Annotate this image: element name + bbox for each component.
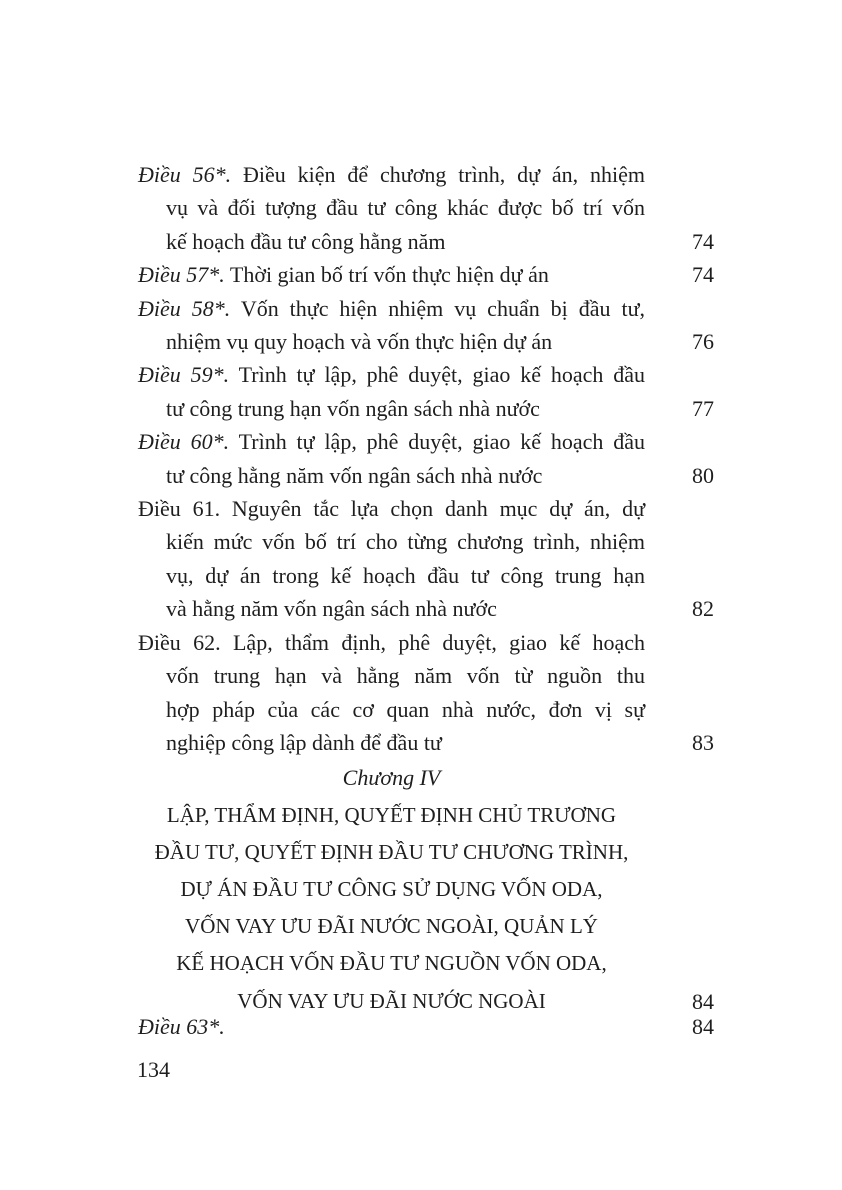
toc-line-text: Thời gian bố trí vốn thực hiện dự án: [229, 262, 549, 288]
article-label: Điều 59*.: [138, 362, 230, 388]
toc-line-text: vụ và đối tượng đầu tư công khác được bố trí vốn: [166, 195, 645, 221]
toc-line-text: tư công hằng năm vốn ngân sách nhà nước: [166, 462, 543, 488]
toc-line: [138, 459, 714, 492]
toc-line: [138, 693, 645, 726]
article-label: Điều 61.: [138, 496, 221, 522]
toc-line: [138, 325, 714, 358]
toc-line-text: DỰ ÁN ĐẦU TƯ CÔNG SỬ DỤNG VỐN ODA,: [180, 876, 603, 901]
toc-line: [138, 358, 645, 391]
toc-line: [138, 258, 714, 291]
toc-line-text: Trình tự lập, phê duyệt, giao kế hoạch đầu: [238, 362, 646, 388]
toc-line: [138, 292, 645, 325]
toc-line: [138, 759, 645, 796]
toc-line: [138, 525, 645, 558]
toc-line-text: KẾ HOẠCH VỐN ĐẦU TƯ NGUỒN VỐN ODA,: [176, 951, 607, 976]
toc-line-text: tư công trung hạn vốn ngân sách nhà nước: [166, 395, 540, 421]
toc-line-text: VỐN VAY ƯU ĐÃI NƯỚC NGOÀI: [237, 988, 546, 1013]
toc-line: [138, 726, 714, 759]
toc-line-text: Vốn thực hiện nhiệm vụ chuẩn bị đầu tư,: [240, 295, 646, 321]
toc-line: [138, 425, 645, 458]
toc-page-number: 76: [692, 329, 714, 355]
article-label: Điều 60*.: [138, 429, 230, 455]
folio-page-number: 134: [137, 1057, 170, 1082]
toc-line: [138, 797, 645, 834]
article-label: Điều 58*.: [138, 295, 231, 321]
toc-line: [138, 626, 645, 659]
toc-line-text: và hằng năm vốn ngân sách nhà nước: [166, 596, 497, 622]
toc-page-number: 80: [692, 462, 714, 488]
toc-line-text: Nguyên tắc lựa chọn danh mục dự án, dự: [231, 496, 645, 522]
toc-page-number: 77: [692, 395, 714, 421]
toc-line: [138, 1010, 714, 1043]
toc-page-number: 74: [692, 262, 714, 288]
toc-list: [138, 158, 714, 1043]
toc-page-number: 82: [692, 596, 714, 622]
toc-line: [138, 158, 645, 191]
toc-line-text: vốn trung hạn và hằng năm vốn từ nguồn thu: [166, 663, 645, 689]
toc-line: [138, 945, 645, 982]
toc-line: [138, 871, 645, 908]
toc-line-text: nghiệp công lập dành để đầu tư: [166, 729, 442, 755]
toc-line: [138, 908, 645, 945]
article-label: Điều 63*.: [138, 1013, 225, 1039]
toc-line: [138, 225, 714, 258]
toc-line: [138, 559, 645, 592]
toc-line-text: kế hoạch đầu tư công hằng năm: [166, 228, 446, 254]
toc-line-text: ĐẦU TƯ, QUYẾT ĐỊNH ĐẦU TƯ CHƯƠNG TRÌNH,: [154, 839, 629, 864]
toc-line-text: VỐN VAY ƯU ĐÃI NƯỚC NGOÀI, QUẢN LÝ: [185, 914, 598, 939]
toc-line-text: kiến mức vốn bố trí cho từng chương trình, nhiệm: [166, 529, 645, 555]
toc-line-text: Điều kiện để chương trình, dự án, nhiệm: [243, 162, 646, 187]
toc-page-number: 74: [692, 228, 714, 254]
toc-line: [138, 834, 645, 871]
toc-line-text: nhiệm vụ quy hoạch và vốn thực hiện dự án: [166, 329, 553, 355]
toc-line: [138, 392, 714, 425]
toc-line: [138, 592, 714, 625]
article-label: Điều 56*.: [138, 162, 232, 187]
toc-page-number: 84: [692, 1013, 714, 1039]
toc-page-number: 84: [692, 988, 714, 1014]
article-label: Điều 57*.: [138, 262, 225, 288]
toc-line-text: Trình tự lập, phê duyệt, giao kế hoạch đầu: [238, 429, 646, 455]
toc-page-number: 83: [692, 729, 714, 755]
toc-line-text: vụ, dự án trong kế hoạch đầu tư công trung hạn: [166, 562, 645, 588]
toc-line: [138, 492, 645, 525]
toc-line: [138, 659, 645, 692]
toc-line-text: Chương IV: [342, 765, 441, 791]
toc-line: [138, 191, 645, 224]
article-label: Điều 62.: [138, 629, 221, 655]
toc-line-text: LẬP, THẨM ĐỊNH, QUYẾT ĐỊNH CHỦ TRƯƠNG: [166, 802, 617, 827]
toc-line-text: Lập, thẩm định, phê duyệt, giao kế hoạch: [232, 629, 646, 655]
toc-line-text: hợp pháp của các cơ quan nhà nước, đơn vị sự: [166, 696, 645, 722]
